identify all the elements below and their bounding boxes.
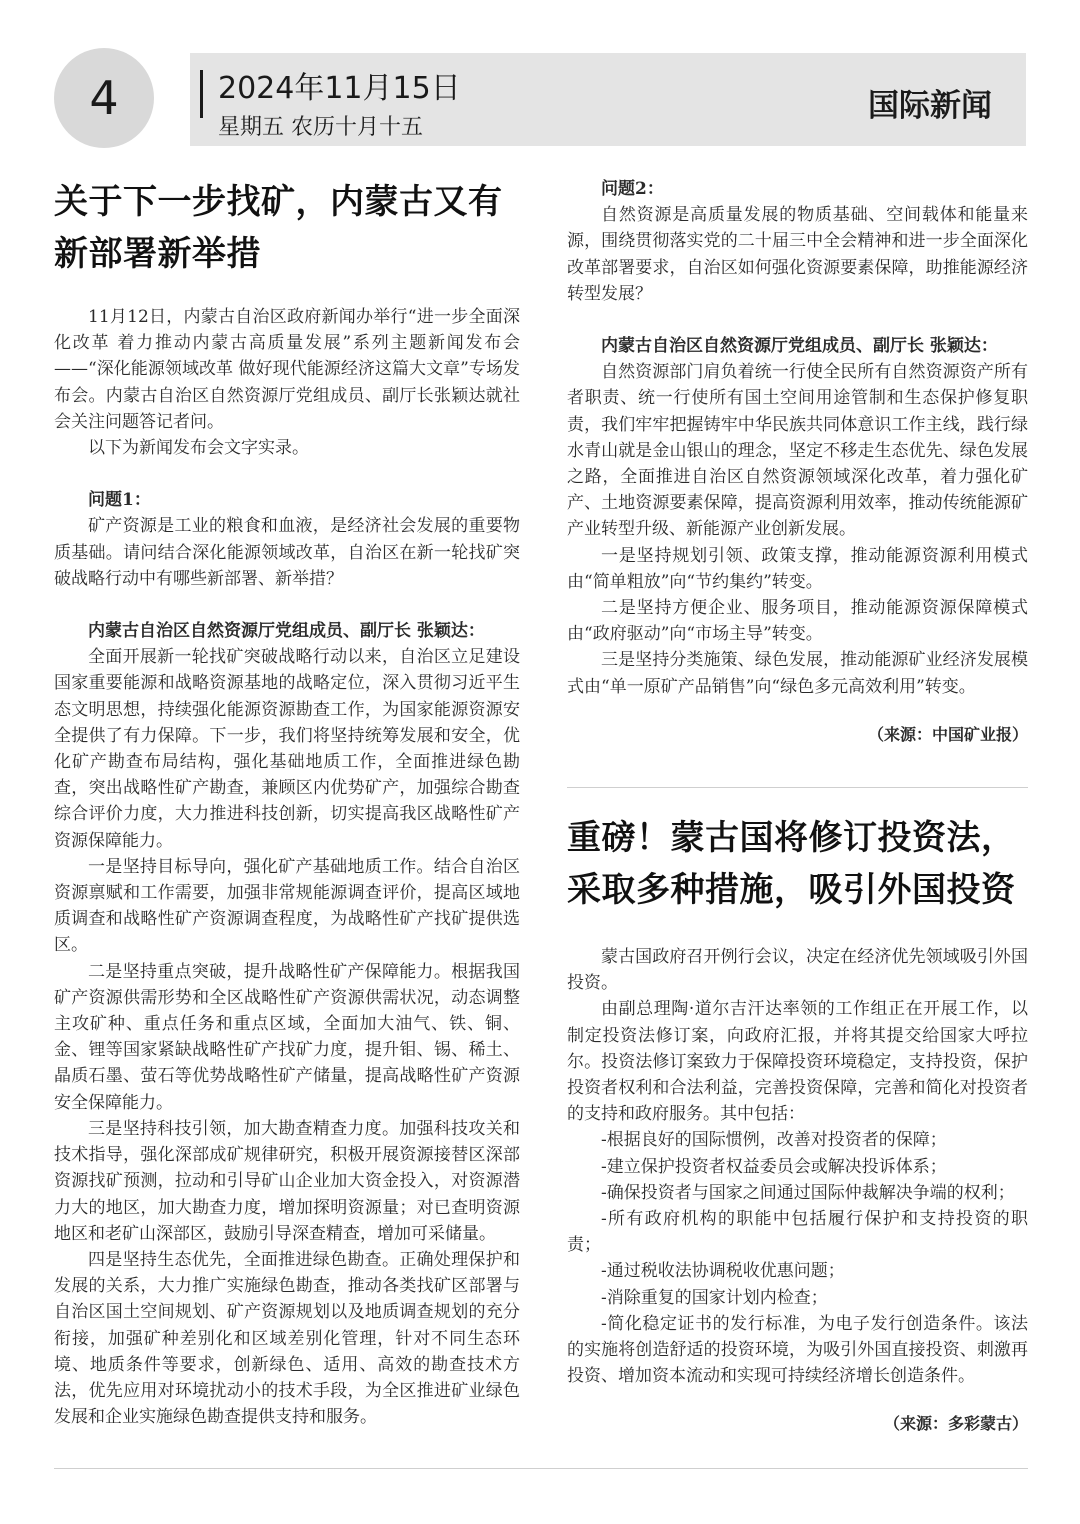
answer-1-paragraph: 全面开展新一轮找矿突破战略行动以来，自治区立足建设国家重要能源和战略资源基地的战略定位，深入贯彻习近平生态文明思想，持续强化能源资源勘查工作，为国家能源资源安全提供了有力保障。下一步，我们将坚持统筹发展和安全，优化矿产勘查布局结构，强化基础地质工作，全面推进绿色勘查，突出战略性矿产勘查，兼顾区内优势矿产，加强综合勘查综合评价力度，大力推进科技创新，切实提高我区战略性矿产资源保障能力。: [54, 647, 520, 851]
answer-2-speaker: 内蒙古自治区自然资源厅党组成员、副厅长 张颖达：: [601, 336, 998, 357]
article-1-column-left: [54, 176, 520, 1430]
question-1-text: 矿产资源是工业的粮食和血液，是经济社会发展的重要物质基础。请问结合深化能源领域改革，自治区在新一轮找矿突破战略行动中有哪些新部署、新举措？: [54, 516, 520, 589]
article-1-source: （来源：中国矿业报）: [867, 724, 1028, 744]
article-1-column-right: [567, 176, 1028, 748]
page-number: 4: [54, 48, 154, 148]
article-2-paragraph: 由副总理陶·道尔吉汗达率领的工作组正在开展工作，以制定投资法修订案，向政府汇报，并将其提交给国家大呼拉尔。投资法修订案致力于保障投资环境稳定，支持投资，保护投资者权利和合法利益，完善投资保障，完善和简化对投资者的支持和政府服务。其中包括：: [567, 999, 1028, 1125]
article-2-list-item: -根据良好的国际惯例，改善对投资者的保障；: [601, 1130, 947, 1151]
article-1-intro: 11月12日，内蒙古自治区政府新闻办举行“进一步全面深化改革 着力推动内蒙古高质量发展”系列主题新闻发布会——“深化能源领域改革 做好现代能源经济这篇大文章”专场发布会。内蒙古自治区自然资源厅党组成员、副厅长张颖达就社会关注问题答记者问。: [54, 307, 520, 432]
question-2-label: 问题2：: [601, 179, 664, 199]
article-2-list-item: -所有政府机构的职能中包括履行保护和支持投资的职责；: [567, 1209, 1028, 1256]
answer-1-paragraph: 一是坚持目标导向，强化矿产基础地质工作。结合自治区资源禀赋和工作需要，加强非常规能源调查评价，提高区域地质调查和战略性矿产资源调查程度，为战略性矿产找矿提供选区。: [54, 856, 520, 956]
issue-date: 2024年11月15日: [218, 71, 461, 106]
article-2-list-item: -简化稳定证书的发行标准，为电子发行创造条件。该法的实施将创造舒适的投资环境，为吸引外国直接投资、刺激再投资、增加资本流动和实现可持续经济增长创造条件。: [567, 1313, 1028, 1387]
article-2-source: （来源：多彩蒙古）: [883, 1414, 1028, 1434]
article-2-list-item: -建立保护投资者权益委员会或解决投诉体系；: [601, 1156, 947, 1177]
article-divider: [567, 787, 1028, 788]
article-1-transcript-note: 以下为新闻发布会文字实录。: [88, 438, 309, 459]
answer-2-paragraph: 三是坚持分类施策、绿色发展，推动能源矿业经济发展模式由“单一原矿产品销售”向“绿色多元高效利用”转变。: [567, 650, 1028, 697]
answer-2-paragraph: 一是坚持规划引领、政策支撑，推动能源资源利用模式由“简单粗放”向“节约集约”转变。: [567, 545, 1028, 592]
article-2-list-item: -通过税收法协调税收优惠问题；: [601, 1261, 845, 1282]
article-2: [567, 812, 1028, 1438]
answer-2-paragraph: 二是坚持方便企业、服务项目，推动能源资源保障模式由“政府驱动”向“市场主导”转变。: [567, 598, 1028, 645]
answer-1-paragraph: 二是坚持重点突破，提升战略性矿产保障能力。根据我国矿产资源供需形势和全区战略性矿产资源供需状况，动态调整主攻矿种、重点任务和重点区域，全面加大油气、铁、铜、金、锂等国家紧缺战略性矿产找矿力度，提升钼、锡、稀土、晶质石墨、萤石等优势战略性矿产储量，提高战略性矿产资源安全保障能力。: [54, 961, 520, 1113]
page-bottom-divider: [54, 1468, 1028, 1469]
article-2-headline: 重磅！蒙古国将修订投资法，采取多种措施，吸引外国投资: [567, 818, 1016, 910]
article-2-paragraph: 蒙古国政府召开例行会议，决定在经济优先领域吸引外国投资。: [567, 947, 1028, 994]
section-title: 国际新闻: [868, 88, 992, 124]
weekday-lunar-date: 星期五 农历十月十五: [218, 115, 423, 140]
answer-2-paragraph: 自然资源部门肩负着统一行使全民所有自然资源资产所有者职责、统一行使所有国土空间用途管制和生态保护修复职责，我们牢牢把握铸牢中华民族共同体意识工作主线，践行绿水青山就是金山银山的理念，坚定不移走生态优先、绿色发展之路，全面推进自治区自然资源领域深化改革，着力强化矿产、土地资源要素保障，提高资源利用效率，推动传统能源矿产业转型升级、新能源产业创新发展。: [567, 362, 1028, 540]
answer-1-paragraph: 四是坚持生态优先，全面推进绿色勘查。正确处理保护和发展的关系，大力推广实施绿色勘查，推动各类找矿区部署与自治区国土空间规划、矿产资源规划以及地质调查规划的充分衔接，加强矿种差别化和区域差别化管理，针对不同生态环境、地质条件等要求，创新绿色、适用、高效的勘查技术方法，优先应用对环境扰动小的技术手段，为全区推进矿业绿色发展和企业实施绿色勘查提供支持和服务。: [54, 1249, 520, 1428]
question-1-label: 问题1：: [88, 490, 151, 511]
answer-1-paragraph: 三是坚持科技引领，加大勘查精查力度。加强科技攻关和技术指导，强化深部成矿规律研究，积极开展资源接替区深部资源找矿预测，拉动和引导矿山企业加大资金投入，对资源潜力大的地区，加大勘查力度，增加探明资源量；对已查明资源地区和老矿山深部区，鼓励引导深查精查，增加可采储量。: [54, 1118, 520, 1244]
article-1-headline: 关于下一步找矿，内蒙古又有新部署新举措: [54, 182, 503, 274]
question-2-text: 自然资源是高质量发展的物质基础、空间载体和能量来源，围绕贯彻落实党的二十届三中全会精神和进一步全面深化改革部署要求，自治区如何强化资源要素保障，助推能源经济转型发展？: [567, 205, 1028, 304]
header-divider: [200, 70, 203, 118]
answer-1-speaker: 内蒙古自治区自然资源厅党组成员、副厅长 张颖达：: [88, 621, 485, 642]
article-2-list-item: -确保投资者与国家之间通过国际仲裁解决争端的权利；: [601, 1182, 1015, 1203]
article-2-list-item: -消除重复的国家计划内检查；: [601, 1287, 828, 1308]
